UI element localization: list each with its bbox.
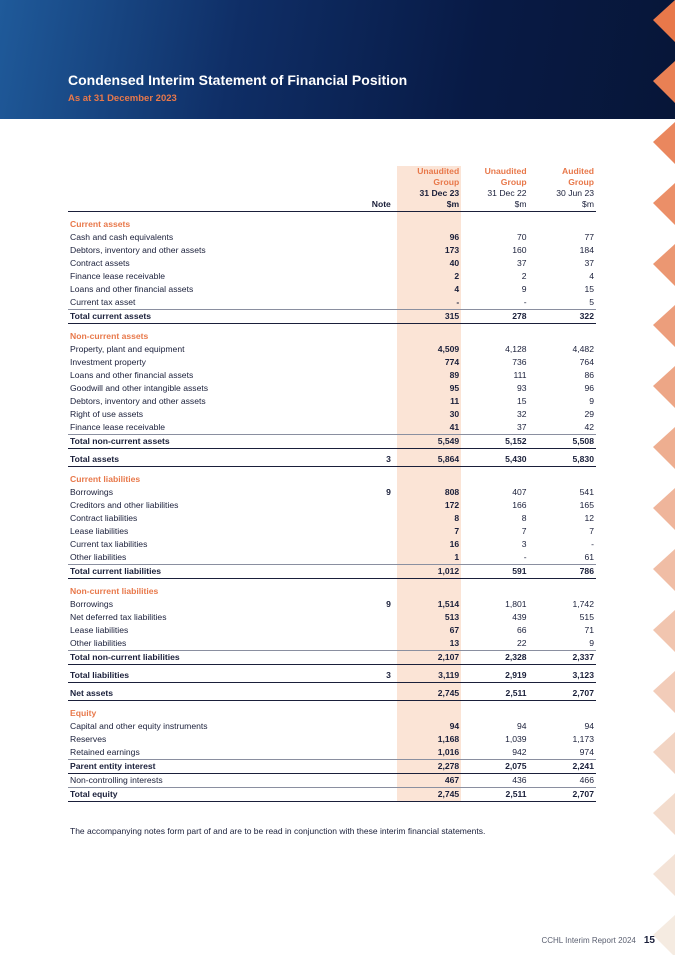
value-june: 61 bbox=[529, 551, 596, 565]
row-note bbox=[323, 551, 396, 565]
value-current: 94 bbox=[397, 720, 461, 733]
chevron-shape bbox=[653, 793, 675, 835]
value-prior-year: 111 bbox=[513, 370, 527, 380]
page-number: 15 bbox=[643, 935, 655, 946]
table-row bbox=[68, 486, 596, 499]
value-prior-year: 37 bbox=[517, 258, 527, 268]
value-prior-year: 2 bbox=[521, 271, 527, 281]
value-prior-year: - bbox=[461, 551, 528, 565]
row-label: Non-controlling interests bbox=[68, 774, 323, 788]
chevron-shape bbox=[653, 244, 675, 286]
value-june: 2,337 bbox=[529, 651, 596, 665]
column-header: $m bbox=[397, 199, 461, 212]
value-cell bbox=[529, 583, 596, 598]
value-current: 2,107 bbox=[397, 651, 461, 665]
header-note-cell bbox=[323, 166, 396, 177]
row-note: 3 bbox=[323, 453, 396, 467]
row-note bbox=[323, 733, 396, 746]
row-note bbox=[323, 624, 396, 637]
value-current: 808 bbox=[397, 486, 461, 499]
row-note bbox=[323, 382, 396, 395]
row-label: Net assets bbox=[68, 687, 323, 701]
value-june: 2,707 bbox=[529, 788, 596, 802]
value-cell bbox=[529, 328, 596, 343]
value-cell bbox=[397, 705, 461, 720]
row-label: Creditors and other liabilities bbox=[70, 500, 179, 510]
row-note bbox=[323, 283, 396, 296]
section-heading: Current assets bbox=[70, 219, 131, 229]
chevron-shape bbox=[653, 610, 675, 652]
page-subtitle: As at 31 December 2023 bbox=[68, 93, 177, 104]
row-label: Goodwill and other intangible assets bbox=[70, 383, 209, 393]
table-row bbox=[68, 421, 596, 435]
value-cell bbox=[397, 471, 461, 486]
net-assets-row bbox=[68, 687, 596, 701]
value-june: 5 bbox=[529, 296, 596, 310]
header-row bbox=[68, 177, 596, 188]
value-cell bbox=[461, 328, 528, 343]
value-prior-year: 160 bbox=[512, 245, 527, 255]
row-label: Total current liabilities bbox=[68, 565, 323, 579]
value-prior-year: 4,128 bbox=[505, 344, 527, 354]
value-current: 4 bbox=[397, 283, 461, 296]
row-note bbox=[323, 244, 396, 257]
chevron-shape bbox=[653, 427, 675, 469]
value-prior-year: 5,152 bbox=[461, 435, 528, 449]
table-row bbox=[68, 283, 596, 296]
page-title: Condensed Interim Statement of Financial Position bbox=[68, 72, 408, 88]
value-june: - bbox=[591, 539, 594, 549]
column-header: Group bbox=[500, 177, 527, 187]
value-june: 2,707 bbox=[529, 687, 596, 701]
row-label: Total current assets bbox=[68, 310, 323, 324]
value-june: 466 bbox=[529, 774, 596, 788]
chevron-shape bbox=[653, 305, 675, 347]
value-current: 467 bbox=[397, 774, 461, 788]
row-label: Borrowings bbox=[70, 487, 113, 497]
row-note bbox=[323, 687, 396, 701]
row-note bbox=[323, 421, 396, 435]
value-current: 1,016 bbox=[397, 746, 461, 760]
total-liabilities-row bbox=[68, 669, 596, 683]
value-cell bbox=[461, 705, 528, 720]
value-current: 67 bbox=[397, 624, 461, 637]
row-note: 3 bbox=[323, 669, 396, 683]
row-label: Reserves bbox=[70, 734, 107, 744]
table-row bbox=[68, 733, 596, 746]
value-prior-year: 166 bbox=[512, 500, 527, 510]
value-current: 41 bbox=[397, 421, 461, 435]
row-label: Borrowings bbox=[70, 599, 113, 609]
value-prior-year: 439 bbox=[512, 612, 527, 622]
table-row bbox=[68, 369, 596, 382]
value-prior-year: 407 bbox=[512, 487, 527, 497]
row-note bbox=[323, 774, 396, 788]
value-current: 95 bbox=[397, 382, 461, 395]
value-cell bbox=[397, 216, 461, 231]
value-cell bbox=[461, 471, 528, 486]
column-header: Group bbox=[397, 177, 461, 188]
value-prior-year: 591 bbox=[461, 565, 528, 579]
value-prior-year: 3 bbox=[521, 539, 527, 549]
value-june: 86 bbox=[584, 370, 594, 380]
header-label-cell bbox=[68, 188, 323, 199]
row-note bbox=[323, 257, 396, 270]
note-cell bbox=[323, 471, 396, 486]
row-label: Loans and other financial assets bbox=[70, 284, 194, 294]
chevron-shape bbox=[653, 183, 675, 225]
row-note bbox=[323, 296, 396, 310]
row-label: Other liabilities bbox=[68, 637, 323, 651]
table-row bbox=[68, 296, 596, 310]
header-label-cell bbox=[68, 199, 323, 212]
value-june: 15 bbox=[584, 284, 594, 294]
table-row bbox=[68, 356, 596, 369]
table-row bbox=[68, 746, 596, 760]
note-cell bbox=[323, 328, 396, 343]
value-june: 541 bbox=[579, 487, 594, 497]
table-row bbox=[68, 598, 596, 611]
section-heading: Non-current assets bbox=[70, 331, 149, 341]
table-row bbox=[68, 720, 596, 733]
value-current: 5,549 bbox=[397, 435, 461, 449]
row-label: Debtors, inventory and other assets bbox=[70, 396, 206, 406]
total-row bbox=[68, 435, 596, 449]
footnote: The accompanying notes form part of and are to be read in conjunction with these interim financial statements. bbox=[70, 826, 486, 836]
value-june: 786 bbox=[529, 565, 596, 579]
value-june: 9 bbox=[589, 396, 594, 406]
column-header: Group bbox=[568, 177, 594, 187]
row-note bbox=[323, 395, 396, 408]
header-note-cell: Note bbox=[323, 199, 396, 212]
table-row bbox=[68, 257, 596, 270]
row-note bbox=[323, 760, 396, 774]
value-current: 1,012 bbox=[397, 565, 461, 579]
value-prior-year: 37 bbox=[461, 421, 528, 435]
value-current: 315 bbox=[397, 310, 461, 324]
value-june: 96 bbox=[584, 383, 594, 393]
row-note bbox=[323, 310, 396, 324]
value-prior-year: 2,075 bbox=[461, 760, 528, 774]
value-prior-year: 1,801 bbox=[505, 599, 527, 609]
value-current: 173 bbox=[397, 244, 461, 257]
value-prior-year: 22 bbox=[461, 637, 528, 651]
value-june: 7 bbox=[589, 526, 594, 536]
table-row bbox=[68, 499, 596, 512]
value-prior-year: 736 bbox=[512, 357, 527, 367]
total-row bbox=[68, 310, 596, 324]
value-cell bbox=[529, 471, 596, 486]
table-row bbox=[68, 525, 596, 538]
value-cell bbox=[461, 583, 528, 598]
row-note bbox=[323, 565, 396, 579]
total-row bbox=[68, 565, 596, 579]
value-current: 11 bbox=[397, 395, 461, 408]
value-prior-year: 8 bbox=[521, 513, 527, 523]
header-row bbox=[68, 166, 596, 177]
column-header: 31 Dec 23 bbox=[397, 188, 461, 199]
value-current: 513 bbox=[397, 611, 461, 624]
row-note bbox=[323, 356, 396, 369]
value-june: 515 bbox=[579, 612, 594, 622]
value-current: 2,278 bbox=[397, 760, 461, 774]
section-heading: Equity bbox=[70, 708, 97, 718]
value-june: 974 bbox=[529, 746, 596, 760]
value-prior-year: 66 bbox=[517, 625, 527, 635]
value-june: 94 bbox=[584, 721, 594, 731]
value-june: 322 bbox=[529, 310, 596, 324]
value-cell bbox=[461, 216, 528, 231]
nci-row bbox=[68, 774, 596, 788]
note-cell bbox=[323, 705, 396, 720]
row-note bbox=[323, 499, 396, 512]
value-current: 5,864 bbox=[397, 453, 461, 467]
chevron-shape bbox=[653, 671, 675, 713]
value-cell bbox=[397, 583, 461, 598]
value-june: 4,482 bbox=[572, 344, 594, 354]
value-current: 1,514 bbox=[397, 598, 461, 611]
chevron-decoration bbox=[645, 0, 675, 955]
parent-interest-row bbox=[68, 760, 596, 774]
value-prior-year: 942 bbox=[461, 746, 528, 760]
value-cell bbox=[529, 705, 596, 720]
row-label: Current tax liabilities bbox=[70, 539, 148, 549]
row-note bbox=[323, 525, 396, 538]
value-prior-year: 94 bbox=[517, 721, 527, 731]
table-row bbox=[68, 512, 596, 525]
header-label-cell bbox=[68, 166, 323, 177]
value-current: 8 bbox=[397, 512, 461, 525]
section-heading-row bbox=[68, 705, 596, 720]
row-note bbox=[323, 651, 396, 665]
value-current: 1,168 bbox=[397, 733, 461, 746]
value-june: 4 bbox=[589, 271, 594, 281]
column-header: Audited bbox=[562, 166, 594, 176]
row-note bbox=[323, 746, 396, 760]
row-label: Total non-current liabilities bbox=[68, 651, 323, 665]
value-june: 764 bbox=[579, 357, 594, 367]
table-row bbox=[68, 538, 596, 551]
value-june: 165 bbox=[579, 500, 594, 510]
header-row bbox=[68, 188, 596, 199]
table-row bbox=[68, 551, 596, 565]
note-cell bbox=[323, 583, 396, 598]
row-label: Finance lease receivable bbox=[70, 271, 166, 281]
value-june: 9 bbox=[529, 637, 596, 651]
row-note: 9 bbox=[386, 599, 391, 609]
value-prior-year: 32 bbox=[517, 409, 527, 419]
row-label: Right of use assets bbox=[70, 409, 144, 419]
total-equity-row bbox=[68, 788, 596, 802]
row-label: Cash and cash equivalents bbox=[70, 232, 174, 242]
value-prior-year: 278 bbox=[461, 310, 528, 324]
chevron-shape bbox=[653, 122, 675, 164]
value-june: 1,173 bbox=[572, 734, 594, 744]
row-label: Contract assets bbox=[70, 258, 130, 268]
value-june: 1,742 bbox=[572, 599, 594, 609]
row-note bbox=[323, 369, 396, 382]
row-label: Total assets bbox=[68, 453, 323, 467]
value-june: 42 bbox=[529, 421, 596, 435]
value-current: 96 bbox=[397, 231, 461, 244]
financial-position-table bbox=[68, 166, 596, 802]
row-note bbox=[323, 343, 396, 356]
value-current: 30 bbox=[397, 408, 461, 421]
table-row bbox=[68, 244, 596, 257]
row-label: Debtors, inventory and other assets bbox=[70, 245, 206, 255]
table-row bbox=[68, 395, 596, 408]
value-june: 77 bbox=[584, 232, 594, 242]
row-label: Lease liabilities bbox=[70, 625, 129, 635]
value-prior-year: 93 bbox=[517, 383, 527, 393]
header-label-cell bbox=[68, 177, 323, 188]
table-row bbox=[68, 408, 596, 421]
section-heading-row bbox=[68, 471, 596, 486]
value-june: 3,123 bbox=[529, 669, 596, 683]
row-note bbox=[323, 788, 396, 802]
row-label: Capital and other equity instruments bbox=[70, 721, 208, 731]
row-label: Current tax asset bbox=[68, 296, 323, 310]
value-prior-year: - bbox=[461, 296, 528, 310]
value-current: 1 bbox=[397, 551, 461, 565]
value-june: 5,830 bbox=[529, 453, 596, 467]
value-june: 184 bbox=[579, 245, 594, 255]
value-current: 13 bbox=[397, 637, 461, 651]
header-row bbox=[68, 199, 596, 212]
row-label: Other liabilities bbox=[68, 551, 323, 565]
row-label: Net deferred tax liabilities bbox=[70, 612, 167, 622]
value-current: 2 bbox=[397, 270, 461, 283]
header-note-cell bbox=[323, 177, 396, 188]
row-note bbox=[323, 637, 396, 651]
chevron-shape bbox=[653, 854, 675, 896]
note-cell bbox=[323, 216, 396, 231]
value-prior-year: 2,511 bbox=[461, 788, 528, 802]
row-note bbox=[323, 408, 396, 421]
value-prior-year: 15 bbox=[517, 396, 527, 406]
chevron-shape bbox=[653, 366, 675, 408]
value-current: 2,745 bbox=[397, 788, 461, 802]
value-prior-year: 2,919 bbox=[461, 669, 528, 683]
row-note bbox=[323, 270, 396, 283]
value-prior-year: 9 bbox=[521, 284, 527, 294]
section-heading: Current liabilities bbox=[70, 474, 141, 484]
row-label: Total equity bbox=[68, 788, 323, 802]
value-current: 4,509 bbox=[397, 343, 461, 356]
table-row bbox=[68, 611, 596, 624]
row-label: Loans and other financial assets bbox=[70, 370, 194, 380]
value-june: 2,241 bbox=[529, 760, 596, 774]
value-june: 12 bbox=[584, 513, 594, 523]
value-prior-year: 70 bbox=[517, 232, 527, 242]
row-note bbox=[323, 231, 396, 244]
value-current: - bbox=[397, 296, 461, 310]
chevron-shape bbox=[653, 488, 675, 530]
table-row bbox=[68, 382, 596, 395]
chevron-shape bbox=[653, 0, 675, 42]
value-current: 774 bbox=[397, 356, 461, 369]
value-june: 5,508 bbox=[529, 435, 596, 449]
row-note bbox=[323, 720, 396, 733]
row-note bbox=[323, 538, 396, 551]
page-footer bbox=[541, 935, 655, 946]
column-header: Unaudited bbox=[397, 166, 461, 177]
row-label: Parent entity interest bbox=[68, 760, 323, 774]
value-current: 7 bbox=[397, 525, 461, 538]
row-label: Total liabilities bbox=[68, 669, 323, 683]
value-prior-year: 7 bbox=[521, 526, 527, 536]
row-note bbox=[323, 435, 396, 449]
column-header: 30 Jun 23 bbox=[556, 188, 594, 198]
row-note: 9 bbox=[386, 487, 391, 497]
value-june: 71 bbox=[584, 625, 594, 635]
value-current: 3,119 bbox=[397, 669, 461, 683]
section-heading-row bbox=[68, 583, 596, 598]
report-name: CCHL Interim Report 2024 bbox=[541, 936, 636, 945]
chevron-shape bbox=[653, 732, 675, 774]
section-heading-row bbox=[68, 328, 596, 343]
value-prior-year: 1,039 bbox=[505, 734, 527, 744]
value-prior-year: 2,328 bbox=[461, 651, 528, 665]
value-current: 16 bbox=[397, 538, 461, 551]
total-row bbox=[68, 651, 596, 665]
row-note bbox=[323, 512, 396, 525]
row-label: Property, plant and equipment bbox=[70, 344, 185, 354]
section-heading: Non-current liabilities bbox=[70, 586, 159, 596]
value-cell bbox=[397, 328, 461, 343]
column-header: $m bbox=[529, 199, 596, 212]
column-header: Unaudited bbox=[484, 166, 527, 176]
chevron-shape bbox=[653, 61, 675, 103]
row-label: Contract liabilities bbox=[70, 513, 138, 523]
value-current: 172 bbox=[397, 499, 461, 512]
row-label: Total non-current assets bbox=[68, 435, 323, 449]
chevron-shape bbox=[653, 549, 675, 591]
value-june: 29 bbox=[584, 409, 594, 419]
row-note bbox=[323, 611, 396, 624]
table-row bbox=[68, 624, 596, 637]
table-row bbox=[68, 231, 596, 244]
column-header: $m bbox=[461, 199, 528, 212]
total-assets-row bbox=[68, 453, 596, 467]
value-current: 89 bbox=[397, 369, 461, 382]
value-prior-year: 436 bbox=[461, 774, 528, 788]
row-label: Lease liabilities bbox=[70, 526, 129, 536]
value-june: 37 bbox=[584, 258, 594, 268]
section-heading-row bbox=[68, 216, 596, 231]
value-current: 40 bbox=[397, 257, 461, 270]
table-row bbox=[68, 270, 596, 283]
value-prior-year: 5,430 bbox=[461, 453, 528, 467]
value-prior-year: 2,511 bbox=[461, 687, 528, 701]
row-label: Retained earnings bbox=[68, 746, 323, 760]
table-row bbox=[68, 343, 596, 356]
value-current: 2,745 bbox=[397, 687, 461, 701]
value-cell bbox=[529, 216, 596, 231]
header-note-cell bbox=[323, 188, 396, 199]
column-header: 31 Dec 22 bbox=[487, 188, 527, 198]
row-label: Investment property bbox=[70, 357, 146, 367]
row-label: Finance lease receivable bbox=[68, 421, 323, 435]
chevron-shape bbox=[653, 915, 675, 955]
table-row bbox=[68, 637, 596, 651]
